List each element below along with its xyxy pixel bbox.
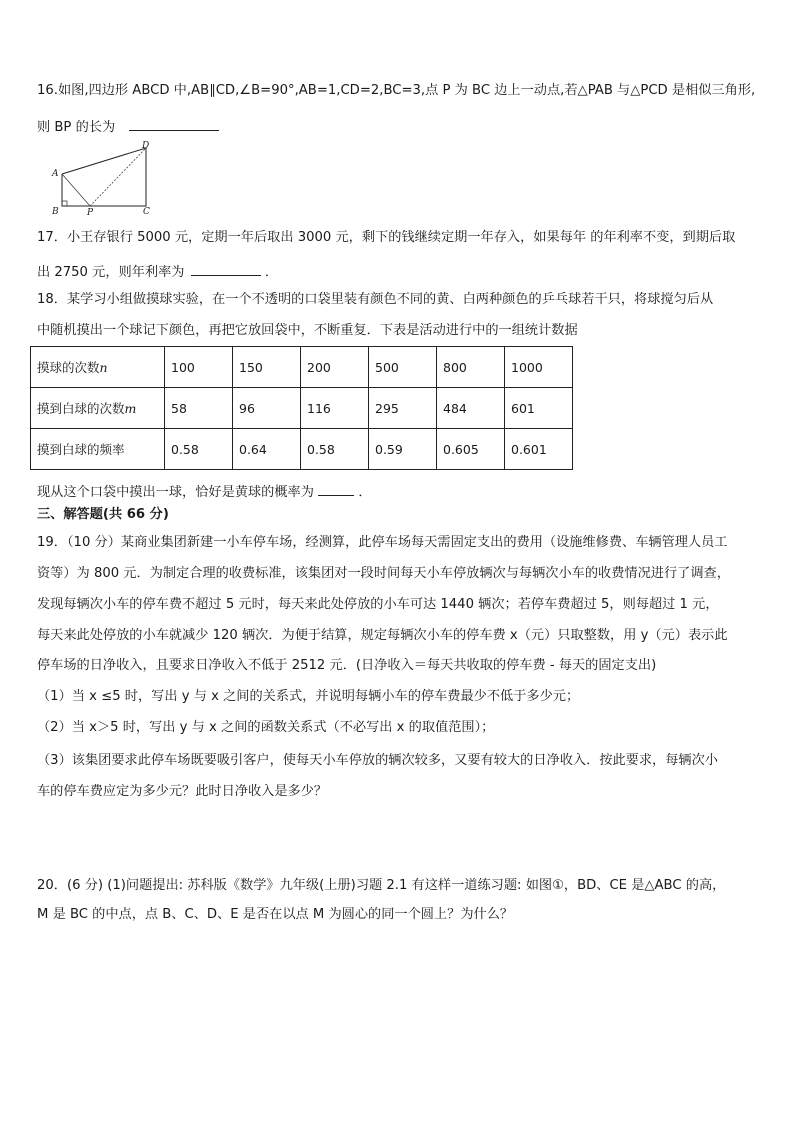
row-header: 摸到白球的频率 bbox=[31, 429, 165, 470]
statistics-table bbox=[30, 346, 573, 470]
table-cell: 58 bbox=[165, 388, 233, 429]
row-header: 摸球的次数n bbox=[31, 347, 165, 388]
q19-line: 资等）为 800 元．为制定合理的收费标准，该集团对一段时间每天小车停放辆次与每辆次小车的收费情况进行了调查， bbox=[37, 566, 730, 581]
q19-subquestion-3: （3）该集团要求此停车场既要吸引客户，使每天小车停放的辆次较多，又要有较大的日净收入．按此要求，每辆次小 bbox=[37, 753, 718, 768]
q16-line2-text: 则 BP 的长为 bbox=[37, 120, 116, 135]
q17-line2-end: ． bbox=[264, 265, 279, 280]
table-cell: 150 bbox=[233, 347, 301, 388]
table-cell: 96 bbox=[233, 388, 301, 429]
table-cell: 800 bbox=[437, 347, 505, 388]
table-row bbox=[31, 388, 573, 429]
label-b: B bbox=[52, 207, 59, 216]
q19-line: 19．（10 分）某商业集团新建一小车停车场，经测算，此停车场每天需固定支出的费用（设施维修费、车辆管理人员工 bbox=[37, 535, 728, 550]
table-cell: 116 bbox=[301, 388, 369, 429]
q16-line1: 16.如图,四边形 ABCD 中,AB∥CD,∠B=90°,AB=1,CD=2,BC=3,点 P 为 BC 边上一动点,若△PAB 与△PCD 是相似三角形, bbox=[37, 83, 756, 98]
q18-line2: 中随机摸出一个球记下颜色，再把它放回袋中，不断重复．下表是活动进行中的一组统计数据 bbox=[37, 323, 578, 338]
q17-line1: 17．小王存银行 5000 元，定期一年后取出 3000 元，剩下的钱继续定期一年存入，如果每年 的年利率不变，到期后取 bbox=[37, 230, 736, 245]
q18-line1: 18．某学习小组做摸球实验，在一个不透明的口袋里装有颜色不同的黄、白两种颜色的乒乓球若干只，将球搅匀后从 bbox=[37, 292, 714, 307]
table-cell: 601 bbox=[505, 388, 573, 429]
q18-line3-text: 现从这个口袋中摸出一球，恰好是黄球的概率为 bbox=[37, 485, 314, 500]
table-row bbox=[31, 347, 573, 388]
row-header: 摸到白球的次数m bbox=[31, 388, 165, 429]
label-p: P bbox=[87, 208, 94, 216]
q20-line1: 20．(6 分) (1)问题提出: 苏科版《数学》九年级(上册)习题 2.1 有这样一道练习题: 如图①，BD、CE 是△ABC 的高， bbox=[37, 878, 726, 893]
table-cell: 0.58 bbox=[301, 429, 369, 470]
q18-line3-end: ． bbox=[358, 485, 372, 500]
q19-line: 每天来此处停放的小车就减少 120 辆次．为便于结算，规定每辆次小车的停车费 x（元）只取整数，用 y（元）表示此 bbox=[37, 628, 728, 643]
table-cell: 0.58 bbox=[165, 429, 233, 470]
quadrilateral-abcd bbox=[62, 148, 146, 206]
q20-line2: M 是 BC 的中点，点 B、C、D、E 是否在以点 M 为圆心的同一个圆上？为什么？ bbox=[37, 907, 514, 922]
table-cell: 0.59 bbox=[369, 429, 437, 470]
answer-blank-16[interactable] bbox=[129, 117, 219, 131]
label-c: C bbox=[143, 207, 150, 216]
answer-blank-17[interactable] bbox=[191, 262, 261, 276]
table-cell: 200 bbox=[301, 347, 369, 388]
table-cell: 0.601 bbox=[505, 429, 573, 470]
q19-line: 停车场的日净收入，且要求日净收入不低于 2512 元．(日净收入＝每天共收取的停车费 - 每天的固定支出) bbox=[37, 658, 657, 673]
q19-subquestion-1: （1）当 x ≤5 时，写出 y 与 x 之间的关系式，并说明每辆小车的停车费最少不低于多少元； bbox=[37, 689, 580, 704]
table-cell: 500 bbox=[369, 347, 437, 388]
q19-line: 发现每辆次小车的停车费不超过 5 元时，每天来此处停放的小车可达 1440 辆次；若停车费超过 5，则每超过 1 元， bbox=[37, 597, 719, 612]
q19-line: 车的停车费应定为多少元？此时日净收入是多少？ bbox=[37, 784, 328, 799]
q17-line2 bbox=[37, 262, 278, 282]
label-a: A bbox=[52, 169, 59, 179]
table-cell: 1000 bbox=[505, 347, 573, 388]
table-cell: 484 bbox=[437, 388, 505, 429]
q16-figure bbox=[48, 140, 158, 216]
right-angle-mark bbox=[62, 201, 67, 206]
q19-subquestion-2: （2）当 x＞5 时，写出 y 与 x 之间的函数关系式（不必写出 x 的取值范围）； bbox=[37, 720, 495, 735]
section-heading: 三、解答题(共 66 分) bbox=[37, 507, 169, 522]
table-cell: 295 bbox=[369, 388, 437, 429]
label-d: D bbox=[142, 141, 150, 151]
answer-blank-18[interactable] bbox=[318, 482, 354, 496]
table-cell: 0.605 bbox=[437, 429, 505, 470]
table-row bbox=[31, 429, 573, 470]
q17-line2-text: 出 2750 元，则年利率为 bbox=[37, 265, 185, 280]
table-cell: 0.64 bbox=[233, 429, 301, 470]
table-cell: 100 bbox=[165, 347, 233, 388]
q16-line2 bbox=[37, 117, 219, 137]
q18-line3 bbox=[37, 482, 372, 502]
